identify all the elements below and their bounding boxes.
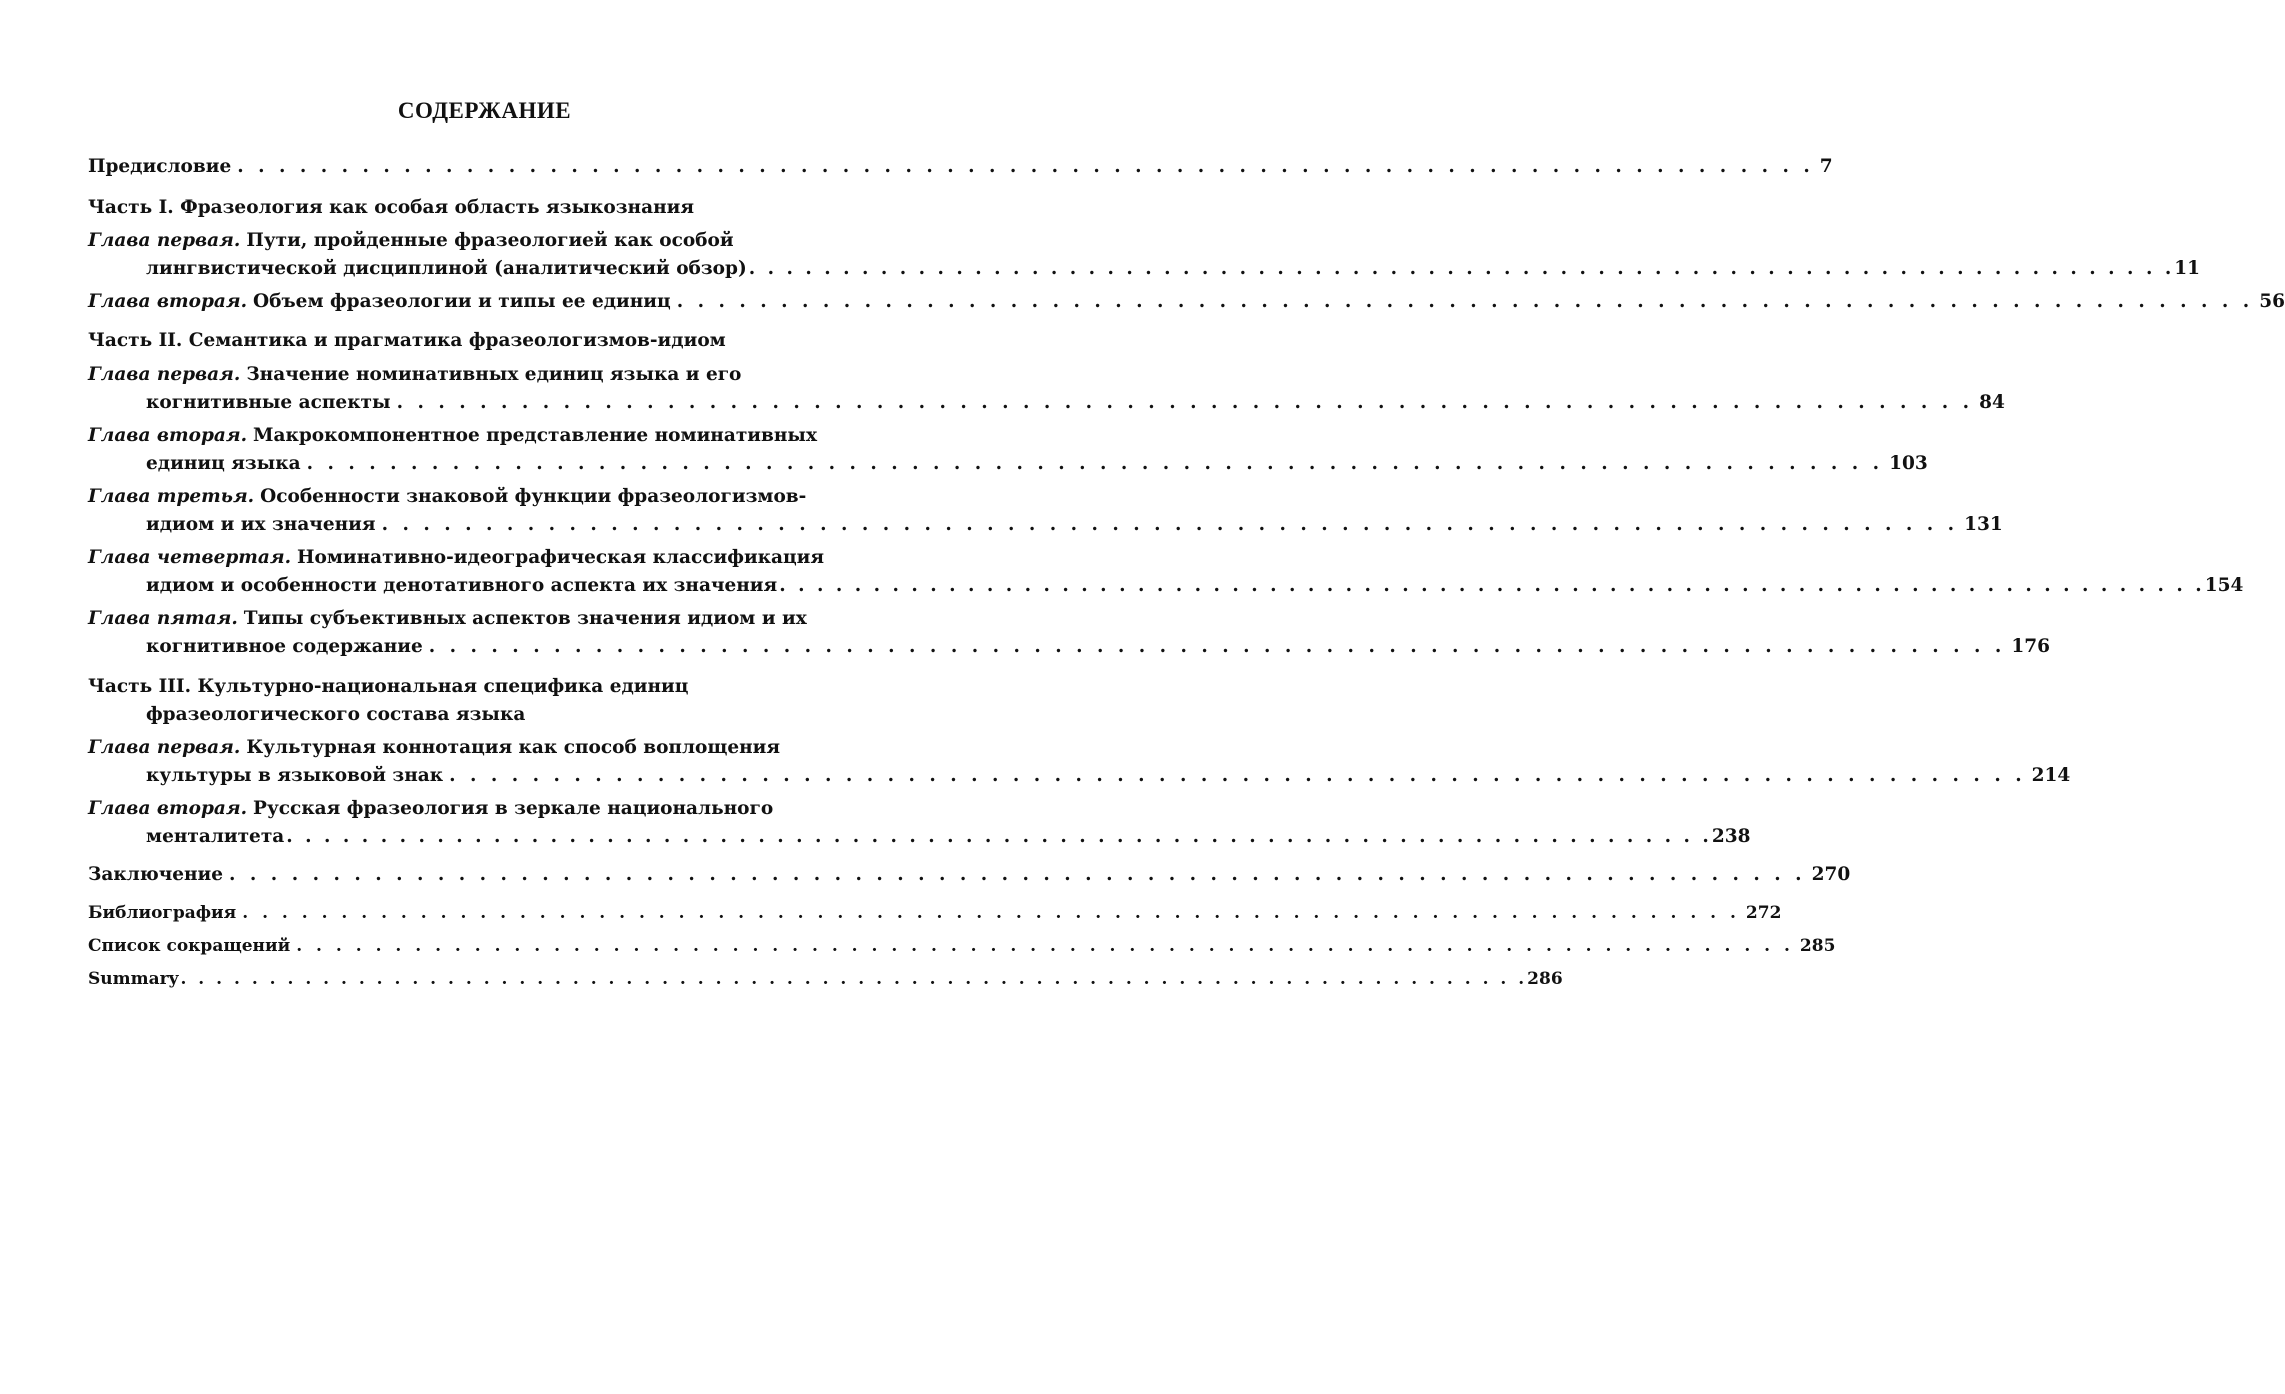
toc-entry-p2c2-line2[interactable] bbox=[146, 451, 1928, 477]
page-number: 176 bbox=[2011, 636, 2050, 657]
page-number: 272 bbox=[1745, 903, 1782, 923]
entry-text: идиом и особенности денотативного аспекта их значения bbox=[146, 575, 778, 596]
dot-leader: . . . . . . . . . . . . . . . . . . . . . . . . . . . . . . . . . . . . . . . . . . . . . . . . . . . . . . . . . . . . . . . . . . . . . . . . . . . . bbox=[306, 453, 1884, 474]
toc-part-3-line1[interactable] bbox=[88, 674, 878, 700]
dot-leader: . . . . . . . . . . . . . . . . . . . . . . . . . . . . . . . . . . . . . . . . . . . . . . . . . . . . . . . . . . . . . . . . . . . . . . . . . . . . bbox=[381, 514, 1959, 535]
dot-leader: . . . . . . . . . . . . . . . . . . . . . . . . . . . . . . . . . . . . . . . . . . . . . . . . . . . . . . . . . . . . . . . . . . . . . . . . . . . . bbox=[676, 291, 2254, 312]
page-number: 103 bbox=[1889, 453, 1928, 474]
entry-text: Особенности знаковой функции фразеологизмов- bbox=[260, 486, 807, 507]
page-title: СОДЕРЖАНИЕ bbox=[397, 98, 572, 123]
page-number: 84 bbox=[1979, 392, 2005, 413]
page-number: 214 bbox=[2031, 765, 2071, 786]
toc-entry-p1c2[interactable] bbox=[88, 289, 2285, 315]
entry-text: Предисловие bbox=[88, 156, 232, 177]
chapter-label: Глава пятая. bbox=[88, 608, 238, 629]
chapter-label: Глава первая. bbox=[88, 737, 241, 758]
page-number: 131 bbox=[1964, 514, 2003, 535]
entry-text: когнитивные аспекты bbox=[146, 392, 391, 413]
toc-entry-conclusion[interactable] bbox=[88, 862, 1851, 888]
toc-part-2[interactable] bbox=[88, 328, 878, 354]
entry-text: Значение номинативных единиц языка и его bbox=[246, 364, 742, 385]
entry-text: культуры в языковой знак bbox=[146, 765, 444, 786]
toc-entry-p2c5-line1[interactable] bbox=[88, 606, 878, 632]
dot-leader: . . . . . . . . . . . . . . . . . . . . . . . . . . . . . . . . . . . . . . . . . . . . . . . . . . . . . . . . . . . . . . . . . . . . . . . . . . . . bbox=[229, 864, 1806, 885]
dot-leader: . . . . . . . . . . . . . . . . . . . . . . . . . . . . . . . . . . . . . . . . . . . . . . . . . . . . . . . . . . . . . . . . . . . . . . . . . . . . bbox=[180, 969, 1528, 989]
entry-text: единиц языка bbox=[146, 453, 301, 474]
entry-text: идиом и их значения bbox=[146, 514, 376, 535]
toc-entry-p3c1-line2[interactable] bbox=[146, 763, 2071, 789]
page-number: 11 bbox=[2174, 258, 2201, 279]
toc-entry-p2c3-line1[interactable] bbox=[88, 484, 878, 510]
toc-entry-p3c2-line2[interactable] bbox=[146, 824, 1751, 850]
entry-text: Макрокомпонентное представление номинативных bbox=[253, 425, 817, 446]
chapter-label: Глава четвертая. bbox=[88, 547, 292, 568]
page-number: 56 bbox=[2259, 291, 2285, 312]
dot-leader: . . . . . . . . . . . . . . . . . . . . . . . . . . . . . . . . . . . . . . . . . . . . . . . . . . . . . . . . . . . . . . . . . . . . . . . . . . . . bbox=[396, 392, 1974, 413]
page-number: 154 bbox=[2204, 575, 2244, 596]
page-number: 286 bbox=[1527, 969, 1563, 989]
entry-text: лингвистической дисциплиной (аналитический обзор) bbox=[146, 258, 747, 279]
part-heading: фразеологического состава языка bbox=[146, 704, 526, 725]
chapter-label: Глава первая. bbox=[88, 364, 241, 385]
entry-text: Заключение bbox=[88, 864, 224, 885]
toc-entry-p2c4-line1[interactable] bbox=[88, 545, 878, 571]
dot-leader: . . . . . . . . . . . . . . . . . . . . . . . . . . . . . . . . . . . . . . . . . . . . . . . . . . . . . . . . . . . . . . . . . . . . . . . . . . . . bbox=[748, 258, 2175, 279]
chapter-label: Глава первая. bbox=[88, 230, 241, 251]
toc-entry-p2c3-line2[interactable] bbox=[146, 512, 2003, 538]
part-heading: Часть I. Фразеология как особая область языкознания bbox=[88, 197, 695, 218]
entry-text: Типы субъективных аспектов значения идиом и их bbox=[243, 608, 807, 629]
entry-text: Объем фразеологии и типы ее единиц bbox=[253, 291, 671, 312]
toc-part-3-line2[interactable] bbox=[146, 702, 878, 728]
page-number: 270 bbox=[1811, 864, 1851, 885]
entry-text: Культурная коннотация как способ воплощения bbox=[246, 737, 781, 758]
toc-entry-p2c1-line2[interactable] bbox=[146, 390, 2005, 416]
entry-text: Пути, пройденные фразеологией как особой bbox=[246, 230, 734, 251]
page-number: 285 bbox=[1799, 936, 1836, 956]
toc-entry-p3c1-line1[interactable] bbox=[88, 735, 878, 761]
toc-entry-p2c4-line2[interactable] bbox=[146, 573, 2244, 599]
part-heading: Часть III. Культурно-национальная специфика единиц bbox=[88, 676, 689, 697]
entry-text: Summary bbox=[88, 969, 179, 989]
dot-leader: . . . . . . . . . . . . . . . . . . . . . . . . . . . . . . . . . . . . . . . . . . . . . . . . . . . . . . . . . . . . . . . . . . . . . . . . . . . . bbox=[296, 936, 1794, 956]
chapter-label: Глава вторая. bbox=[88, 425, 248, 446]
toc-entry-summary[interactable] bbox=[88, 966, 1563, 992]
entry-text: Номинативно-идеографическая классификация bbox=[297, 547, 825, 568]
entry-text: менталитета bbox=[146, 826, 285, 847]
toc-entry-preface[interactable] bbox=[88, 154, 1833, 180]
toc-entry-p3c2-line1[interactable] bbox=[88, 796, 878, 822]
dot-leader: . . . . . . . . . . . . . . . . . . . . . . . . . . . . . . . . . . . . . . . . . . . . . . . . . . . . . . . . . . . . . . . . . . . . . . . . . . . . bbox=[286, 826, 1712, 847]
dot-leader: . . . . . . . . . . . . . . . . . . . . . . . . . . . . . . . . . . . . . . . . . . . . . . . . . . . . . . . . . . . . . . . . . . . . . . . . . . . . bbox=[237, 156, 1814, 177]
page-number: 238 bbox=[1711, 826, 1751, 847]
dot-leader: . . . . . . . . . . . . . . . . . . . . . . . . . . . . . . . . . . . . . . . . . . . . . . . . . . . . . . . . . . . . . . . . . . . . . . . . . . . . bbox=[242, 903, 1740, 923]
toc-entry-p2c2-line1[interactable] bbox=[88, 423, 878, 449]
chapter-label: Глава вторая. bbox=[88, 291, 248, 312]
page-number: 7 bbox=[1819, 156, 1833, 177]
chapter-label: Глава вторая. bbox=[88, 798, 248, 819]
toc-entry-abbreviations[interactable] bbox=[88, 933, 1836, 959]
toc-part-1[interactable] bbox=[88, 195, 878, 221]
toc-entry-p1c1-line2[interactable] bbox=[146, 256, 2201, 282]
toc-entry-p2c5-line2[interactable] bbox=[146, 634, 2050, 660]
part-heading: Часть II. Семантика и прагматика фразеологизмов-идиом bbox=[88, 330, 726, 351]
chapter-label: Глава третья. bbox=[88, 486, 255, 507]
dot-leader: . . . . . . . . . . . . . . . . . . . . . . . . . . . . . . . . . . . . . . . . . . . . . . . . . . . . . . . . . . . . . . . . . . . . . . . . . . . . bbox=[428, 636, 2006, 657]
toc-entry-p2c1-line1[interactable] bbox=[88, 362, 878, 388]
entry-text: когнитивное содержание bbox=[146, 636, 423, 657]
entry-text: Русская фразеология в зеркале национального bbox=[253, 798, 774, 819]
dot-leader: . . . . . . . . . . . . . . . . . . . . . . . . . . . . . . . . . . . . . . . . . . . . . . . . . . . . . . . . . . . . . . . . . . . . . . . . . . . . bbox=[449, 765, 2026, 786]
toc-entry-p1c1-line1[interactable] bbox=[88, 228, 878, 254]
toc-entry-bibliography[interactable] bbox=[88, 900, 1782, 926]
entry-text: Список сокращений bbox=[88, 936, 291, 956]
dot-leader: . . . . . . . . . . . . . . . . . . . . . . . . . . . . . . . . . . . . . . . . . . . . . . . . . . . . . . . . . . . . . . . . . . . . . . . . . . . . bbox=[779, 575, 2205, 596]
entry-text: Библиография bbox=[88, 903, 237, 923]
